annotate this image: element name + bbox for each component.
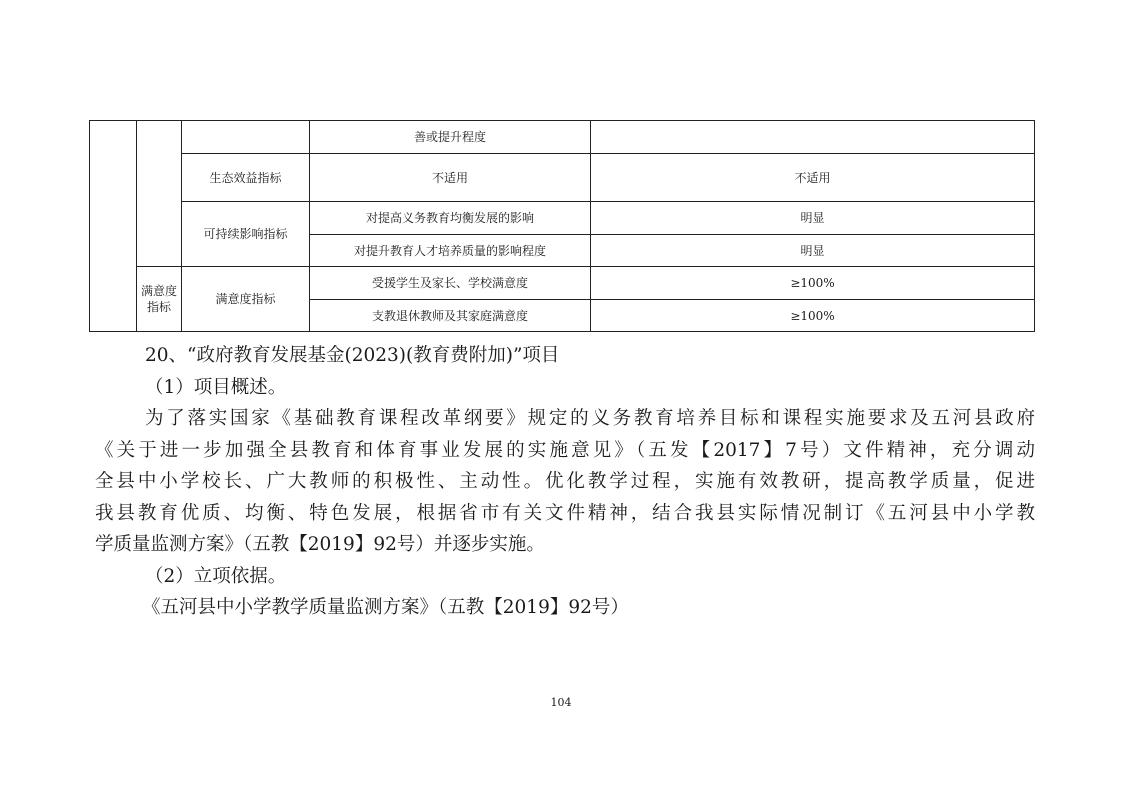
- table-row: [90, 202, 1035, 235]
- level3-indicator-cell: [182, 121, 310, 154]
- table-row: [90, 121, 1035, 154]
- basis-text: 《五河县中小学教学质量监测方案》（五教【2019】92号）: [142, 597, 629, 618]
- table-row: [90, 154, 1035, 202]
- level3-indicator-cell: 生态效益指标: [182, 154, 310, 202]
- document-body: [95, 340, 1035, 624]
- table-row: [90, 267, 1035, 300]
- subsection-heading: （1）项目概述。: [145, 376, 287, 398]
- indicator-value-cell: [591, 121, 1035, 154]
- indicator-content-cell: 受援学生及家长、学校满意度: [310, 267, 591, 300]
- indicator-value-cell: ≥100%: [591, 300, 1035, 332]
- indicator-content-cell: 对提高义务教育均衡发展的影响: [310, 202, 591, 235]
- indicator-content-cell: 不适用: [310, 154, 591, 202]
- indicator-value-cell: ≥100%: [591, 267, 1035, 300]
- paragraph-line: 我县教育优质、均衡、特色发展，根据省市有关文件精神，结合我县实际情况制订《五河县中小学教: [95, 502, 1035, 524]
- performance-indicator-table: [89, 120, 1035, 332]
- paragraph-line: 全县中小学校长、广大教师的积极性、主动性。优化教学过程，实施有效教研，提高教学质量，促进: [95, 471, 1035, 492]
- indicator-content-cell: 对提升教育人才培养质量的影响程度: [310, 235, 591, 267]
- indicator-value-cell: 明显: [591, 202, 1035, 235]
- level2-indicator-cell: [137, 121, 182, 267]
- paragraph-line: 为了落实国家《基础教育课程改革纲要》规定的义务教育培养目标和课程实施要求及五河县政府: [145, 408, 1035, 429]
- indicator-value-cell: 明显: [591, 235, 1035, 267]
- indicator-content-cell: 支教退休教师及其家庭满意度: [310, 300, 591, 332]
- level1-indicator-cell: [90, 121, 137, 332]
- section-heading: 20、“政府教育发展基金(2023)(教育费附加)”项目: [145, 345, 560, 366]
- indicator-content-cell: 善或提升程度: [310, 121, 591, 154]
- paragraph-line: 《关于进一步加强全县教育和体育事业发展的实施意见》（五发【2017】7号）文件精神，充分调动: [95, 439, 1035, 461]
- level3-indicator-cell: 可持续影响指标: [182, 202, 310, 267]
- indicator-value-cell: 不适用: [591, 154, 1035, 202]
- subsection-heading: （2）立项依据。: [145, 565, 287, 587]
- paragraph-line: 学质量监测方案》（五教【2019】92号）并逐步实施。: [95, 534, 545, 555]
- level3-indicator-cell: 满意度指标: [182, 267, 310, 332]
- level2-indicator-cell: 满意度指标: [137, 267, 182, 332]
- page-number: 104: [550, 696, 572, 709]
